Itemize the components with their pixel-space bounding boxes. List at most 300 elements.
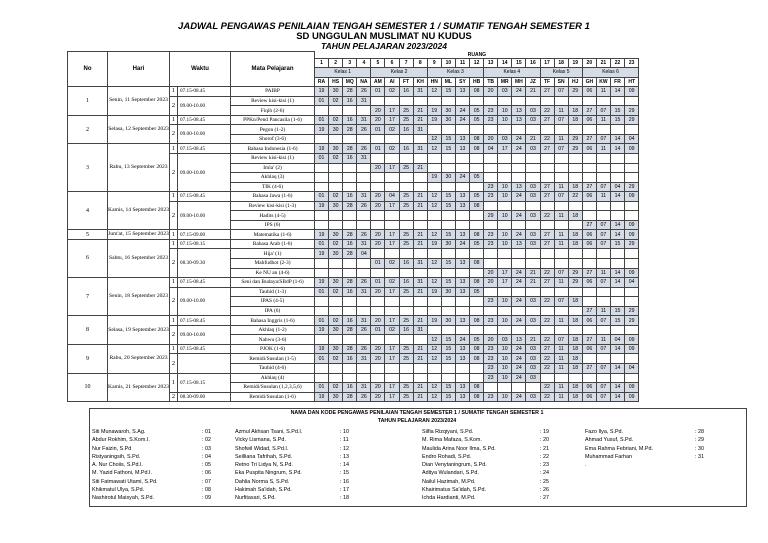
proctor-code-cell xyxy=(526,220,540,230)
proctor-code-cell: 04 xyxy=(385,192,399,202)
proctor-code-cell: 04 xyxy=(484,144,498,154)
proctor-code-cell: 27 xyxy=(540,278,554,288)
proctor-code-cell xyxy=(582,125,596,135)
proctor-code-cell: 15 xyxy=(441,392,455,402)
header-room-12: 12 xyxy=(470,58,484,68)
proctor-code-cell xyxy=(540,153,554,163)
proctor-code-cell: 28 xyxy=(343,87,357,97)
proctor-code-cell: 12 xyxy=(427,335,441,345)
proctor-code-cell xyxy=(357,211,371,221)
school-name: SD UNGGULAN MUSLIMAT NU KUDUS xyxy=(296,31,472,42)
session-number: 2 xyxy=(170,125,178,144)
header-mapel: Mata Pelajaran xyxy=(231,52,315,87)
proctor-code-cell: 17 xyxy=(385,383,399,393)
proctor-code-cell xyxy=(625,258,639,268)
proctor-code-cell: 24 xyxy=(455,115,469,125)
proctor-code-cell: 13 xyxy=(455,144,469,154)
proctor-code-cell: 26 xyxy=(357,344,371,354)
proctor-code-cell xyxy=(357,163,371,173)
proctor-code-cell xyxy=(498,287,512,297)
proctor-code-cell: 03 xyxy=(526,144,540,154)
proctor-code-cell: 03 xyxy=(526,239,540,249)
proctor-code-cell xyxy=(526,258,540,268)
day-number: 2 xyxy=(68,115,108,144)
proctor-code-cell: 07 xyxy=(596,383,610,393)
proctor-code-cell: 19 xyxy=(315,325,329,335)
day-name: Senin, 11 September 2023 xyxy=(108,87,170,116)
proctor-code-cell xyxy=(357,364,371,374)
staff-entry xyxy=(235,461,349,469)
proctor-code-cell: 11 xyxy=(596,306,610,316)
session-number: 2 xyxy=(170,96,178,115)
proctor-code-cell: 01 xyxy=(371,325,385,335)
staff-name: Azmul Akhsan Tsani, S.Pd.I. xyxy=(235,429,303,435)
proctor-code-cell: 02 xyxy=(329,316,343,326)
proctor-code-cell: 18 xyxy=(568,344,582,354)
proctor-code-cell: 07 xyxy=(596,278,610,288)
proctor-code-cell: 08 xyxy=(470,392,484,402)
proctor-code-cell xyxy=(540,287,554,297)
proctor-code-cell: 09 xyxy=(625,392,639,402)
staff-name: Maulida Arina Noor Ilma, S.Pd. xyxy=(422,445,496,452)
proctor-code-cell: 12 xyxy=(427,230,441,240)
proctor-code-cell xyxy=(385,268,399,278)
proctor-code-cell: 19 xyxy=(315,230,329,240)
proctor-code-cell xyxy=(512,153,526,163)
proctor-schedule-table xyxy=(67,51,639,402)
proctor-code-cell xyxy=(596,153,610,163)
session-number: 1 xyxy=(170,230,178,240)
proctor-code-cell: 22 xyxy=(540,383,554,393)
proctor-code-cell: 08 xyxy=(470,134,484,144)
proctor-code-cell: 26 xyxy=(357,201,371,211)
proctor-code-cell xyxy=(470,373,484,383)
proctor-code-cell: 31 xyxy=(357,239,371,249)
proctor-code-cell xyxy=(399,182,413,192)
session-number: 1 xyxy=(170,115,178,125)
proctor-code-cell: 29 xyxy=(625,115,639,125)
session-time: 07.15-08.45 xyxy=(178,316,231,326)
proctor-code-cell: 23 xyxy=(484,297,498,307)
proctor-code-cell: 25 xyxy=(399,354,413,364)
day-name: Sabtu, 16 September 2023 xyxy=(108,239,170,277)
proctor-code-cell: 07 xyxy=(554,192,568,202)
staff-column-1 xyxy=(92,428,211,503)
proctor-code-cell xyxy=(625,125,639,135)
staff-entry xyxy=(92,486,211,494)
proctor-code-cell xyxy=(554,125,568,135)
staff-entry xyxy=(422,469,549,477)
proctor-code-cell xyxy=(427,325,441,335)
header-kelas-2: Kelas 2 xyxy=(371,68,427,78)
staff-entry xyxy=(235,445,349,453)
proctor-code-cell xyxy=(441,373,455,383)
proctor-code-cell: 02 xyxy=(385,87,399,97)
proctor-code-cell xyxy=(315,268,329,278)
staff-name: Muhammad Farhan xyxy=(585,453,633,460)
proctor-code-cell: 30 xyxy=(329,325,343,335)
proctor-code-cell xyxy=(455,125,469,135)
header-room-6: 6 xyxy=(385,58,399,68)
proctor-code-cell: 27 xyxy=(582,134,596,144)
proctor-code-cell: 10 xyxy=(498,354,512,364)
proctor-code-cell xyxy=(540,306,554,316)
staff-code: : 27 xyxy=(540,495,549,502)
day-name: Selasa, 12 September 2023 xyxy=(108,115,170,144)
proctor-code-cell: 19 xyxy=(315,125,329,135)
proctor-code-cell: 15 xyxy=(441,230,455,240)
proctor-code-cell xyxy=(371,268,385,278)
session-time: 09.00-10.00 xyxy=(178,287,231,316)
proctor-code-cell: 19 xyxy=(427,239,441,249)
proctor-code-cell: 18 xyxy=(568,115,582,125)
proctor-code-cell xyxy=(315,173,329,183)
proctor-code-cell: 25 xyxy=(399,287,413,297)
proctor-code-cell: 18 xyxy=(568,354,582,364)
proctor-code-cell: 29 xyxy=(568,268,582,278)
staff-name: Endro Rohadi, S.Pd. xyxy=(422,453,472,460)
proctor-code-cell: 18 xyxy=(568,335,582,345)
staff-entry xyxy=(235,436,349,444)
proctor-code-cell xyxy=(427,163,441,173)
proctor-code-cell xyxy=(540,201,554,211)
staff-name: Ristyaningsih, S.Pd. xyxy=(92,453,141,460)
header-room-22: 22 xyxy=(610,58,624,68)
proctor-code-cell xyxy=(512,249,526,259)
proctor-code-cell xyxy=(385,364,399,374)
proctor-code-cell xyxy=(343,163,357,173)
proctor-code-cell: 02 xyxy=(329,153,343,163)
proctor-code-cell: 01 xyxy=(371,125,385,135)
proctor-code-cell xyxy=(329,306,343,316)
proctor-code-cell: 13 xyxy=(455,278,469,288)
proctor-code-cell: 25 xyxy=(399,316,413,326)
proctor-code-cell xyxy=(371,306,385,316)
header-room-11: 11 xyxy=(455,58,469,68)
staff-code: : 24 xyxy=(540,470,549,477)
subject-cell: Hadits (4-5) xyxy=(231,211,315,221)
day-number: 1 xyxy=(68,87,108,116)
header-room-3: 3 xyxy=(343,58,357,68)
proctor-code-cell: 15 xyxy=(441,87,455,97)
proctor-code-cell xyxy=(343,258,357,268)
proctor-code-cell: 05 xyxy=(470,192,484,202)
proctor-code-cell: 03 xyxy=(526,344,540,354)
proctor-code-cell: 30 xyxy=(329,344,343,354)
staff-entry xyxy=(585,428,704,436)
proctor-code-cell xyxy=(498,325,512,335)
proctor-code-cell xyxy=(498,249,512,259)
proctor-code-cell: 29 xyxy=(568,87,582,97)
proctor-code-cell xyxy=(582,153,596,163)
proctor-code-cell: 16 xyxy=(343,96,357,106)
proctor-code-cell: 15 xyxy=(441,278,455,288)
header-room-20: 20 xyxy=(582,58,596,68)
proctor-code-cell xyxy=(399,249,413,259)
doc-title: JADWAL PENGAWAS PENILAIAN TENGAH SEMESTER 1 / SUMATIF TENGAH SEMESTER 1 xyxy=(178,21,590,32)
proctor-code-cell: 21 xyxy=(413,383,427,393)
proctor-code-cell: 27 xyxy=(582,335,596,345)
proctor-code-cell xyxy=(596,96,610,106)
proctor-code-cell xyxy=(540,173,554,183)
staff-code: : 14 xyxy=(340,462,349,469)
proctor-code-cell xyxy=(441,182,455,192)
proctor-code-cell: 10 xyxy=(498,373,512,383)
proctor-code-cell: 11 xyxy=(596,144,610,154)
proctor-code-cell xyxy=(315,182,329,192)
proctor-code-cell: 07 xyxy=(596,230,610,240)
proctor-code-cell xyxy=(455,297,469,307)
proctor-code-cell: 18 xyxy=(568,383,582,393)
subject-cell: PPKn/Pend Pancasila (1-6) xyxy=(231,115,315,125)
staff-entry xyxy=(422,453,549,461)
proctor-code-cell xyxy=(470,268,484,278)
staff-code: : 28 xyxy=(695,429,704,435)
proctor-code-cell xyxy=(441,306,455,316)
proctor-code-cell: 02 xyxy=(329,383,343,393)
proctor-code-cell: 19 xyxy=(427,287,441,297)
proctor-code-cell: 20 xyxy=(371,115,385,125)
subject-cell: Pegon (1-2) xyxy=(231,125,315,135)
proctor-code-cell xyxy=(582,163,596,173)
header-hari: Hari xyxy=(108,52,170,87)
proctor-code-cell xyxy=(512,173,526,183)
proctor-code-cell xyxy=(399,297,413,307)
proctor-code-cell: 27 xyxy=(582,268,596,278)
proctor-code-cell xyxy=(498,258,512,268)
proctor-code-cell: 20 xyxy=(484,87,498,97)
proctor-code-cell: 03 xyxy=(526,392,540,402)
proctor-code-cell: 01 xyxy=(315,153,329,163)
proctor-code-cell xyxy=(498,96,512,106)
proctor-code-cell: 18 xyxy=(568,239,582,249)
proctor-code-cell xyxy=(399,373,413,383)
header-code-AM: AM xyxy=(371,77,385,87)
proctor-code-cell: 14 xyxy=(610,230,624,240)
proctor-code-cell xyxy=(596,201,610,211)
day-name: Senin, 18 September 2023 xyxy=(108,278,170,316)
staff-title: NAMA DAN KODE PENGAWAS PENILAIAN TENGAH SEMESTER 1 / SUMATIF TENGAH SEMESTER 1 xyxy=(290,410,544,416)
header-code-RA: RA xyxy=(315,77,329,87)
proctor-code-cell xyxy=(441,153,455,163)
proctor-code-cell: 02 xyxy=(385,278,399,288)
proctor-code-cell xyxy=(484,249,498,259)
proctor-code-cell: 02 xyxy=(329,354,343,364)
proctor-code-cell: 15 xyxy=(441,144,455,154)
proctor-code-cell: 29 xyxy=(625,316,639,326)
proctor-code-cell xyxy=(357,373,371,383)
staff-code: : 21 xyxy=(540,445,549,452)
day-name: Selasa, 19 September 2023 xyxy=(108,316,170,345)
proctor-code-cell: 19 xyxy=(427,115,441,125)
staff-column-3 xyxy=(422,428,549,503)
proctor-code-cell xyxy=(610,249,624,259)
proctor-code-cell xyxy=(427,297,441,307)
session-time: 07.15-08.15 xyxy=(178,373,231,392)
staff-code: : 13 xyxy=(340,453,349,460)
proctor-code-cell xyxy=(427,306,441,316)
proctor-code-cell xyxy=(413,249,427,259)
staff-entry xyxy=(585,445,704,453)
proctor-code-cell xyxy=(484,306,498,316)
proctor-code-cell xyxy=(357,306,371,316)
subject-cell: Mahfudhot (2-3) xyxy=(231,258,315,268)
subject-cell: Review kisi-kisi (1-3) xyxy=(231,201,315,211)
proctor-code-cell xyxy=(329,297,343,307)
proctor-code-cell xyxy=(610,96,624,106)
proctor-code-cell xyxy=(526,201,540,211)
proctor-code-cell xyxy=(413,153,427,163)
proctor-code-cell: 03 xyxy=(526,316,540,326)
proctor-code-cell: 25 xyxy=(399,230,413,240)
proctor-code-cell: 16 xyxy=(343,354,357,364)
proctor-code-cell xyxy=(568,96,582,106)
proctor-code-cell: 30 xyxy=(441,106,455,116)
staff-code: : 11 xyxy=(340,437,349,444)
staff-name: Nur Faizin, S.Pd xyxy=(92,445,132,452)
staff-entry xyxy=(92,436,211,444)
proctor-code-cell: 08 xyxy=(470,278,484,288)
proctor-code-cell: 12 xyxy=(427,201,441,211)
proctor-code-cell xyxy=(329,106,343,116)
proctor-code-cell: 24 xyxy=(512,268,526,278)
proctor-code-cell: 17 xyxy=(385,316,399,326)
staff-code: : 20 xyxy=(540,437,549,444)
proctor-code-cell: 30 xyxy=(441,316,455,326)
proctor-code-cell xyxy=(315,134,329,144)
proctor-code-cell xyxy=(413,268,427,278)
staff-code: : 30 xyxy=(695,445,704,452)
staff-code: : 31 xyxy=(695,453,704,460)
proctor-code-cell xyxy=(413,182,427,192)
session-time xyxy=(178,354,231,373)
proctor-code-cell: 31 xyxy=(413,258,427,268)
staff-code: : 15 xyxy=(340,470,349,477)
day-number: 10 xyxy=(68,373,108,402)
header-code-HN: HN xyxy=(427,77,441,87)
proctor-code-cell: 21 xyxy=(413,192,427,202)
proctor-code-cell: 24 xyxy=(512,87,526,97)
proctor-code-cell: 11 xyxy=(596,335,610,345)
proctor-code-cell: 07 xyxy=(596,220,610,230)
proctor-code-cell: 30 xyxy=(329,201,343,211)
proctor-code-cell: 31 xyxy=(413,144,427,154)
header-ruang: RUANG xyxy=(467,51,487,58)
proctor-code-cell: 03 xyxy=(526,115,540,125)
header-room-14: 14 xyxy=(498,58,512,68)
day-number: 7 xyxy=(68,278,108,316)
staff-entry xyxy=(235,428,349,436)
staff-name: Shofwil Widad, S.Pd.I. xyxy=(235,445,289,452)
proctor-code-cell: 15 xyxy=(441,201,455,211)
proctor-code-cell xyxy=(413,134,427,144)
staff-entry xyxy=(422,478,549,486)
subject-cell: Bahasa Arab (1-6) xyxy=(231,239,315,249)
proctor-code-cell: 27 xyxy=(582,364,596,374)
staff-name: Siti Munawaroh, S.Ag. xyxy=(92,429,146,435)
proctor-code-cell xyxy=(582,211,596,221)
staff-name: Nurfitasari, S.Pd. xyxy=(235,495,276,502)
header-room-10: 10 xyxy=(441,58,455,68)
proctor-code-cell: 15 xyxy=(610,106,624,116)
proctor-code-cell xyxy=(554,249,568,259)
staff-code: : 22 xyxy=(540,453,549,460)
proctor-code-cell: 21 xyxy=(413,344,427,354)
header-code-NA: NA xyxy=(357,77,371,87)
proctor-code-cell xyxy=(596,354,610,364)
proctor-code-cell: 22 xyxy=(540,211,554,221)
proctor-code-cell xyxy=(568,287,582,297)
proctor-code-cell xyxy=(441,268,455,278)
proctor-code-cell: 13 xyxy=(512,106,526,116)
proctor-code-cell xyxy=(568,258,582,268)
subject-cell: Bahasa Indonesia (1-6) xyxy=(231,144,315,154)
proctor-code-cell: 08 xyxy=(470,383,484,393)
proctor-code-cell xyxy=(498,173,512,183)
proctor-code-cell xyxy=(371,297,385,307)
session-number: 2 xyxy=(170,392,178,402)
proctor-code-cell: 02 xyxy=(385,325,399,335)
staff-code: : 25 xyxy=(540,478,549,485)
proctor-code-cell xyxy=(455,211,469,221)
header-code-TB: TB xyxy=(484,77,498,87)
proctor-code-cell: 21 xyxy=(413,316,427,326)
staff-name: M. Rima Mafaza, S.Kom. xyxy=(422,437,482,444)
staff-code: : 07 xyxy=(202,478,211,485)
proctor-code-cell: 17 xyxy=(498,278,512,288)
proctor-code-cell xyxy=(455,163,469,173)
proctor-code-cell xyxy=(470,325,484,335)
proctor-code-cell: 05 xyxy=(470,287,484,297)
proctor-code-cell: 21 xyxy=(526,268,540,278)
proctor-code-cell: 12 xyxy=(427,87,441,97)
proctor-code-cell: 19 xyxy=(427,316,441,326)
staff-name: Ema Rahma Febriani, M.Pd. xyxy=(585,445,654,452)
proctor-code-cell xyxy=(582,249,596,259)
proctor-code-cell: 28 xyxy=(343,325,357,335)
staff-entry xyxy=(92,478,211,486)
proctor-code-cell xyxy=(470,220,484,230)
proctor-code-cell: 20 xyxy=(371,106,385,116)
proctor-code-cell xyxy=(357,297,371,307)
proctor-code-cell xyxy=(315,373,329,383)
proctor-code-cell xyxy=(315,364,329,374)
proctor-code-cell: 11 xyxy=(554,239,568,249)
proctor-code-cell xyxy=(399,134,413,144)
proctor-code-cell: 21 xyxy=(413,115,427,125)
proctor-code-cell xyxy=(470,96,484,106)
staff-entry xyxy=(422,436,549,444)
proctor-code-cell: 23 xyxy=(484,192,498,202)
proctor-code-cell: 10 xyxy=(498,297,512,307)
proctor-code-cell: 21 xyxy=(526,134,540,144)
staff-entry xyxy=(92,494,211,502)
proctor-code-cell xyxy=(357,173,371,183)
proctor-code-cell: 26 xyxy=(357,230,371,240)
proctor-code-cell xyxy=(625,354,639,364)
proctor-code-cell xyxy=(526,325,540,335)
staff-name: Nailul Hazimah, M.Pd. xyxy=(422,478,476,485)
staff-code: : 23 xyxy=(540,462,549,469)
proctor-code-cell xyxy=(484,287,498,297)
header-room-1: 1 xyxy=(315,58,329,68)
proctor-code-cell xyxy=(610,373,624,383)
header-code-MH: MH xyxy=(512,77,526,87)
proctor-code-cell: 24 xyxy=(512,211,526,221)
proctor-code-cell xyxy=(484,258,498,268)
proctor-code-cell xyxy=(357,335,371,345)
proctor-code-cell: 11 xyxy=(554,364,568,374)
